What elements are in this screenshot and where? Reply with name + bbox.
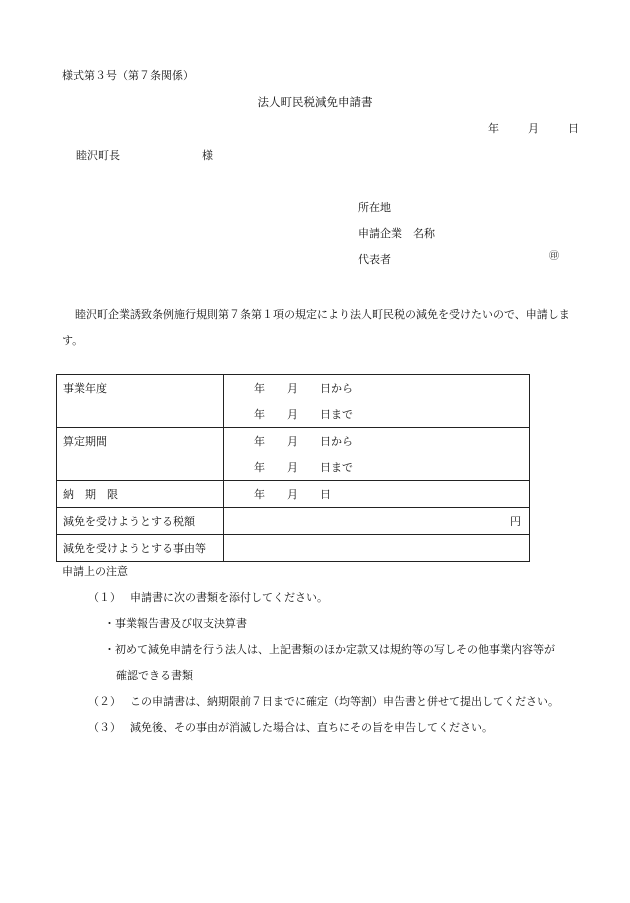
- table-row-fiscal-year: [57, 375, 530, 428]
- addressee-honorific: 様: [202, 149, 213, 162]
- addressee-line: [76, 150, 213, 161]
- amount-label: 減免を受けようとする税額: [57, 508, 224, 535]
- table-row-reason: [57, 535, 530, 562]
- table-row-amount: [57, 508, 530, 535]
- seal-mark: ㊞: [549, 251, 559, 262]
- amount-value[interactable]: [224, 508, 530, 535]
- company-name-label: 申請企業 名称: [358, 227, 435, 240]
- note-item-3: （３） 減免後、その事由が消滅した場合は、直ちにその旨を申告してください。: [88, 721, 493, 734]
- addressee-name: 睦沢町長: [76, 149, 120, 162]
- note-bullet-2-cont: 確認できる書類: [116, 669, 193, 682]
- calc-period-value[interactable]: 年 月 日から 年 月 日まで: [224, 428, 530, 481]
- application-table: [56, 374, 530, 562]
- note-bullet-2: ・初めて減免申請を行う法人は、上記書類のほか定款又は規約等の写しその他事業内容等が: [104, 643, 555, 656]
- address-label: 所在地: [358, 201, 391, 214]
- notes-heading: 申請上の注意: [62, 565, 128, 578]
- fiscal-year-label: 事業年度: [57, 375, 224, 428]
- document-title: 法人町民税減免申請書: [257, 95, 373, 109]
- yen-unit: 円: [510, 514, 521, 528]
- applicant-block: [358, 202, 435, 280]
- date-day: 日: [568, 122, 579, 135]
- note-bullet-1: ・事業報告書及び収支決算書: [104, 617, 247, 630]
- deadline-value[interactable]: 年 月 日: [224, 481, 530, 508]
- date-year: 年: [488, 122, 499, 135]
- calc-period-label: 算定期間: [57, 428, 224, 481]
- note-item-2: （２） この申請書は、納期限前７日までに確定（均等割）申告書と併せて提出してください。: [88, 695, 559, 708]
- date-month: 月: [528, 122, 539, 135]
- intro-paragraph: 睦沢町企業誘致条例施行規則第７条第１項の規定により法人町民税の減免を受けたいので、申請します。: [62, 308, 570, 347]
- table-row-deadline: [57, 481, 530, 508]
- reason-label: 減免を受けようとする事由等: [57, 535, 224, 562]
- table-row-calc-period: [57, 428, 530, 481]
- form-number-label: 様式第３号（第７条関係）: [62, 69, 194, 82]
- deadline-label: 納 期 限: [57, 481, 224, 508]
- fiscal-year-value[interactable]: 年 月 日から 年 月 日まで: [224, 375, 530, 428]
- date-line: [488, 123, 579, 134]
- representative-label: 代表者: [358, 253, 391, 266]
- note-item-1: （１） 申請書に次の書類を添付してください。: [88, 591, 328, 604]
- reason-value[interactable]: [224, 535, 530, 562]
